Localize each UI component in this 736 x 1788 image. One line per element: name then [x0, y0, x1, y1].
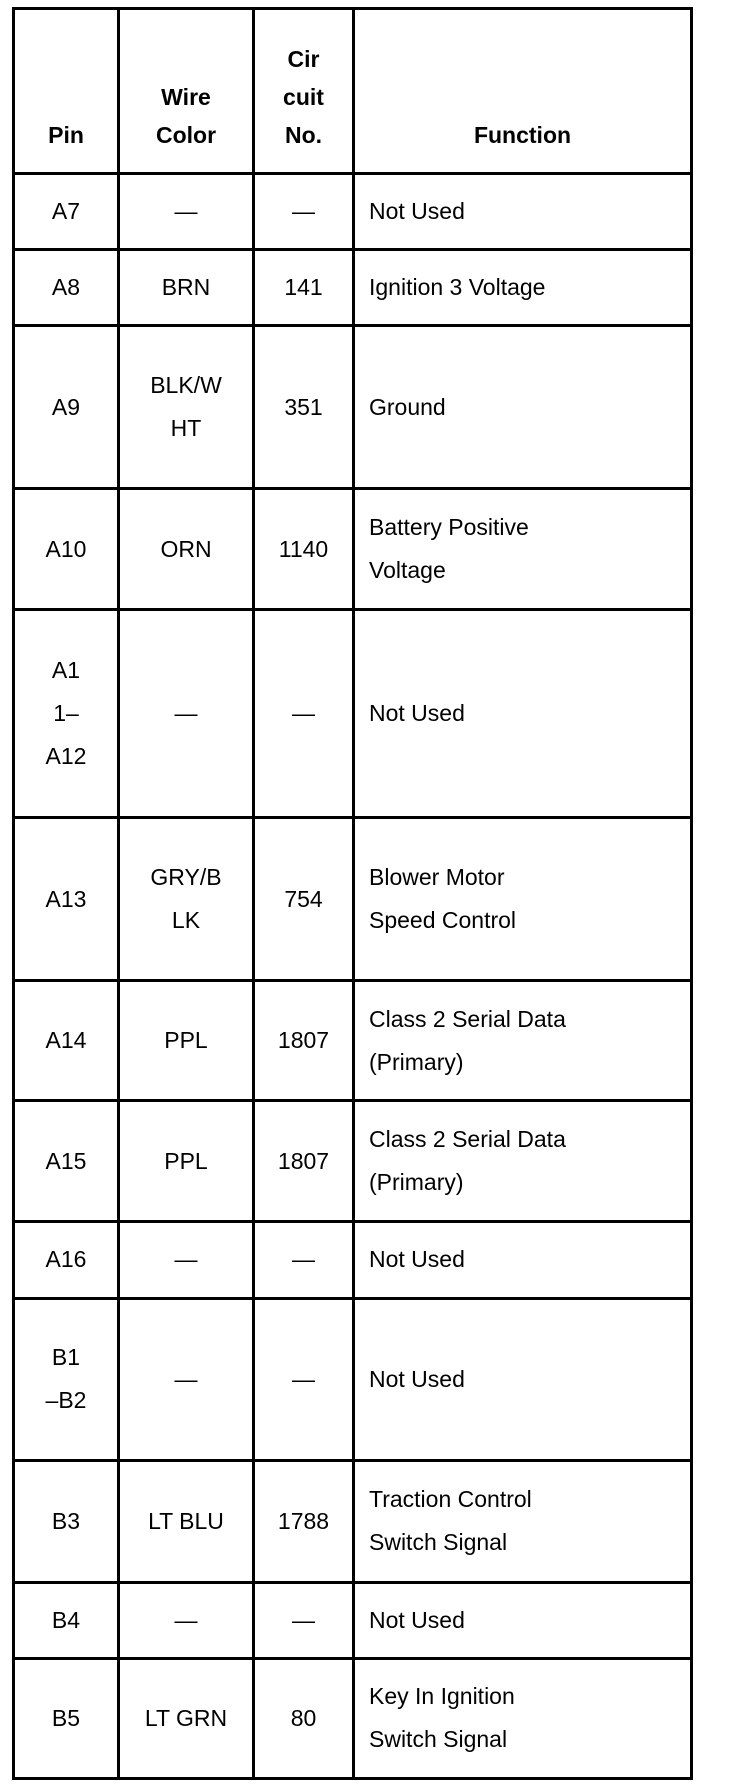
circuit-no-cell: 1807 — [254, 1101, 354, 1222]
pin-cell: A7 — [14, 174, 119, 250]
wire-color-cell: — — [119, 610, 254, 818]
circuit-no-cell: 1807 — [254, 981, 354, 1101]
circuit-no-cell: 141 — [254, 250, 354, 326]
wire-color-cell: — — [119, 1298, 254, 1461]
wire-color-cell: PPL — [119, 1101, 254, 1222]
table-row — [14, 1461, 692, 1582]
function-cell: Battery Positive Voltage — [354, 489, 692, 610]
function-cell: Blower Motor Speed Control — [354, 818, 692, 981]
connector-pinout-table — [12, 7, 693, 1780]
table-row — [14, 1582, 692, 1658]
pin-cell: B5 — [14, 1658, 119, 1778]
wire-color-cell: BRN — [119, 250, 254, 326]
function-cell: Ground — [354, 326, 692, 489]
pin-cell: B3 — [14, 1461, 119, 1582]
table-row — [14, 981, 692, 1101]
circuit-no-cell: 80 — [254, 1658, 354, 1778]
wire-color-cell: LT BLU — [119, 1461, 254, 1582]
table-row — [14, 1222, 692, 1298]
function-cell: Not Used — [354, 610, 692, 818]
circuit-no-cell: — — [254, 1298, 354, 1461]
wire-color-cell: — — [119, 1222, 254, 1298]
wire-color-cell: ORN — [119, 489, 254, 610]
circuit-no-cell: 351 — [254, 326, 354, 489]
function-cell: Not Used — [354, 1582, 692, 1658]
header-circuit-no: Cir cuit No. — [254, 9, 354, 174]
header-wire-color: Wire Color — [119, 9, 254, 174]
pin-cell: A1 1– A12 — [14, 610, 119, 818]
table-row — [14, 174, 692, 250]
header-pin: Pin — [14, 9, 119, 174]
circuit-no-cell: — — [254, 610, 354, 818]
pin-cell: A9 — [14, 326, 119, 489]
pin-cell: A13 — [14, 818, 119, 981]
pin-cell: B1 –B2 — [14, 1298, 119, 1461]
wire-color-cell: — — [119, 174, 254, 250]
pin-cell: A10 — [14, 489, 119, 610]
table-row — [14, 818, 692, 981]
function-cell: Ignition 3 Voltage — [354, 250, 692, 326]
circuit-no-cell: — — [254, 174, 354, 250]
circuit-no-cell: — — [254, 1222, 354, 1298]
wire-color-cell: — — [119, 1582, 254, 1658]
wire-color-cell: PPL — [119, 981, 254, 1101]
function-cell: Not Used — [354, 174, 692, 250]
table-row — [14, 326, 692, 489]
circuit-no-cell: — — [254, 1582, 354, 1658]
table-row — [14, 489, 692, 610]
table-row — [14, 1658, 692, 1778]
pin-cell: B4 — [14, 1582, 119, 1658]
table-row — [14, 1101, 692, 1222]
wire-color-cell: LT GRN — [119, 1658, 254, 1778]
function-cell: Key In Ignition Switch Signal — [354, 1658, 692, 1778]
table-row — [14, 250, 692, 326]
function-cell: Not Used — [354, 1298, 692, 1461]
pin-cell: A14 — [14, 981, 119, 1101]
function-cell: Class 2 Serial Data (Primary) — [354, 981, 692, 1101]
circuit-no-cell: 1788 — [254, 1461, 354, 1582]
table-header-row — [14, 9, 692, 174]
wire-color-cell: GRY/B LK — [119, 818, 254, 981]
function-cell: Traction Control Switch Signal — [354, 1461, 692, 1582]
function-cell: Class 2 Serial Data (Primary) — [354, 1101, 692, 1222]
header-function: Function — [354, 9, 692, 174]
pin-cell: A16 — [14, 1222, 119, 1298]
circuit-no-cell: 754 — [254, 818, 354, 981]
table-row — [14, 1298, 692, 1461]
table-row — [14, 610, 692, 818]
function-cell: Not Used — [354, 1222, 692, 1298]
wire-color-cell: BLK/W HT — [119, 326, 254, 489]
pin-cell: A15 — [14, 1101, 119, 1222]
pin-cell: A8 — [14, 250, 119, 326]
circuit-no-cell: 1140 — [254, 489, 354, 610]
